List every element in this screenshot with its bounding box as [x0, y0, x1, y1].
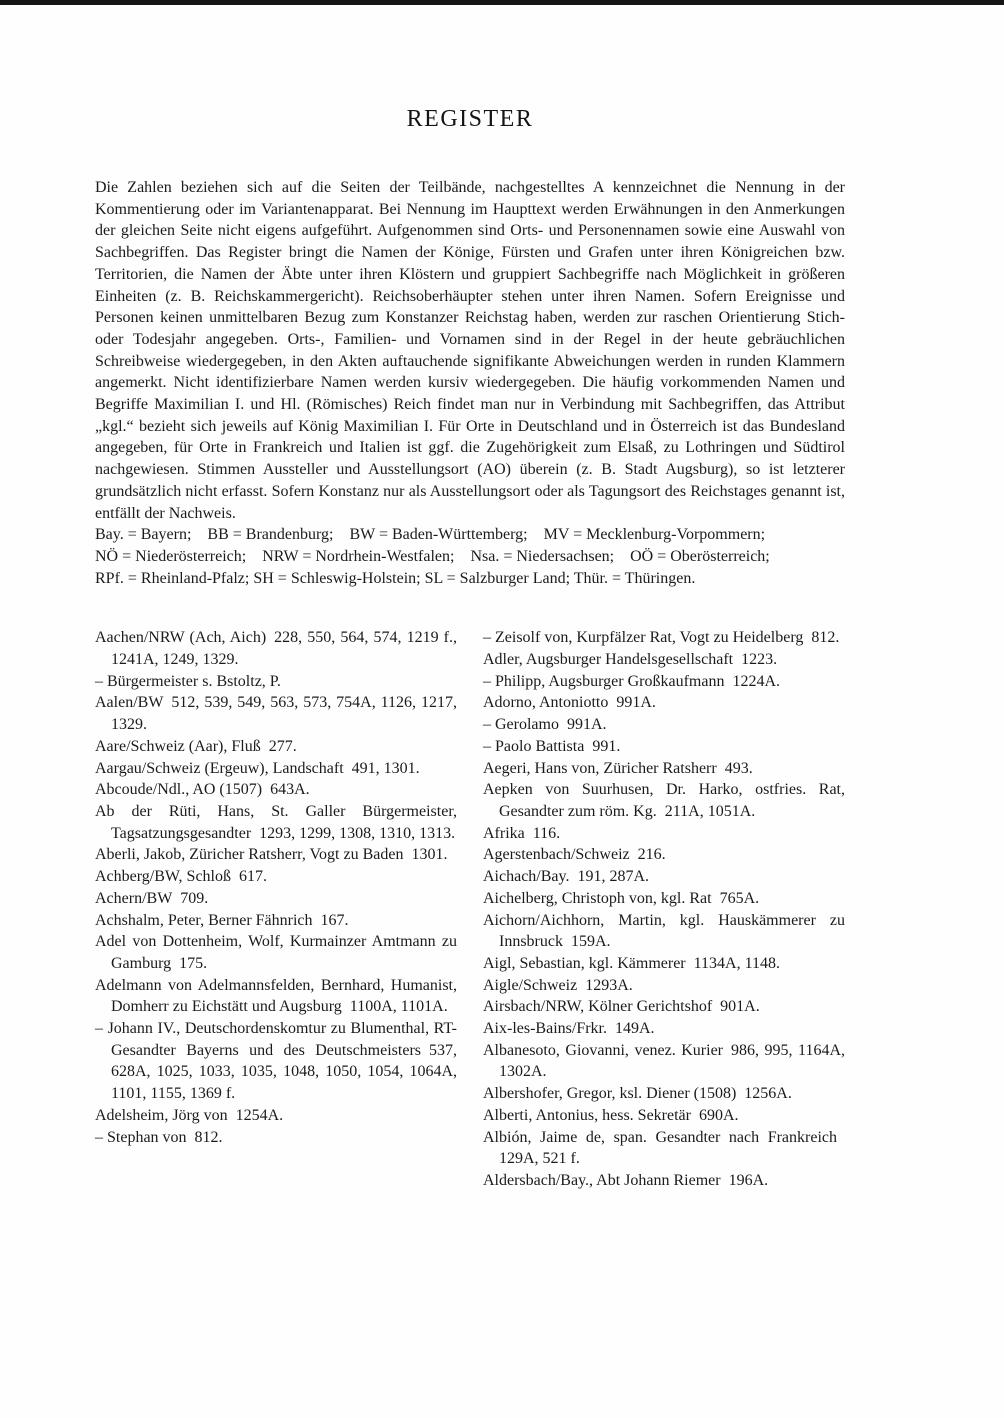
index-entry: Ab der Rüti, Hans, St. Galler Bürgermeister, Tagsatzungsgesandter 1293, 1299, 1308, 1310, 1313. — [95, 802, 457, 842]
index-entry: Albershofer, Gregor, ksl. Diener (1508) 1256A. — [483, 1085, 792, 1103]
index-entry: – Paolo Battista 991. — [483, 737, 621, 755]
index-entry: Aigle/Schweiz 1293A. — [483, 976, 633, 994]
index-entry: Albión, Jaime de, span. Gesandter nach Frankreich 129A, 521 f. — [483, 1128, 845, 1168]
index-entry: Aepken von Suurhusen, Dr. Harko, ostfries. Rat, Gesandter zum röm. Kg. 211A, 1051A. — [483, 781, 845, 820]
page-title: REGISTER — [406, 106, 534, 132]
index-entry: – Johann IV., Deutschordenskomtur zu Blumenthal, RT-Gesandter Bayerns und des Deutschmeisters 537, 628A, 1025, 1033, 1035, 1048, 1050, 1054, 1064A, 1101, 1155, 1369 f. — [95, 1020, 457, 1103]
index-entry: Aix-les-Bains/Frkr. 149A. — [483, 1020, 655, 1038]
index-entry: – Gerolamo 991A. — [483, 716, 607, 734]
index-entry: Aegeri, Hans von, Züricher Ratsherr 493. — [483, 759, 753, 777]
index-entry: Aigl, Sebastian, kgl. Kämmerer 1134A, 1148. — [483, 954, 780, 972]
index-entry: Agerstenbach/Schweiz 216. — [483, 846, 666, 864]
index-entry: Aare/Schweiz (Aar), Fluß 277. — [95, 737, 297, 755]
index-entry: Aichorn/Aichhorn, Martin, kgl. Hauskämmerer zu Innsbruck 159A. — [483, 911, 845, 951]
intro-paragraph: Die Zahlen beziehen sich auf die Seiten der Teilbände, nachgestelltes A kennzeichnet die Nennung in der Kommentierung oder im Variantenapparat. Bei Nennung im Haupttext werden Erwähnungen in den Anmerkungen der gleichen Seite nicht eigens aufgeführt. Aufgenommen sind Orts- und Personennamen sowie eine Auswahl von Sachbegriffen. Das Register bringt die Namen der Könige, Fürsten und Grafen unter ihren Königreichen bzw. Territorien, die Namen der Äbte unter ihren Klöstern und gruppiert Sachbegriffe nach Möglichkeit in größeren Einheiten (z. B. Reichskammergericht). Reichsoberhäupter stehen unter ihren Namen. Sofern Ereignisse und Personen keinen unmittelbaren Bezug zum Konstanzer Reichstag haben, werden zur raschen Orientierung Stich- oder Todesjahr angegeben. Orts-, Familien- und Vornamen sind in der Regel in der heute gebräuchlichen Schreibweise wiedergegeben, in den Akten auftauchende signifikante Abweichungen werden in runden Klammern angemerkt. Nicht identifizierbare Namen werden kursiv wiedergegeben. Die häufig vorkommenden Namen und Begriffe Maximilian I. und Hl. (Römisches) Reich findet man nur in Verbindung mit Sachbegriffen, das Attribut „kgl.“ bezieht sich jeweils auf König Maximilian I. Für Orte in Deutschland und in Österreich ist das Bundesland angegeben, für Orte in Frankreich und Italien ist ggf. die Zugehörigkeit zum Elsaß, zu Lothringen und Südtirol nachgewiesen. Stimmen Aussteller und Ausstellungsort (AO) überein (z. B. Stadt Augsburg), so ist letzterer grundsätzlich nicht erfasst. Sofern Konstanz nur als Ausstellungsort oder als Tagungsort des Reichstages genannt ist, entfällt der Nachweis. — [95, 179, 845, 522]
index-entry: Aachen/NRW (Ach, Aich) 228, 550, 564, 574, 1219 f., 1241A, 1249, 1329. — [95, 629, 457, 669]
index-entry: – Philipp, Augsburger Großkaufmann 1224A. — [483, 672, 781, 690]
index-entry: Aberli, Jakob, Züricher Ratsherr, Vogt zu Baden 1301. — [95, 846, 448, 864]
index-entry: Abcoude/Ndl., AO (1507) 643A. — [95, 781, 310, 799]
index-entry: – Bürgermeister s. Bstoltz, P. — [95, 672, 281, 690]
index-entry: Alberti, Antonius, hess. Sekretär 690A. — [483, 1106, 739, 1124]
index-entry: – Zeisolf von, Kurpfälzer Rat, Vogt zu Heidelberg 812. — [483, 629, 840, 647]
index-entry: Adelsheim, Jörg von 1254A. — [95, 1106, 284, 1124]
index-entry: Afrika 116. — [483, 824, 561, 842]
abbreviation-block — [95, 524, 845, 589]
abbreviation-line: Bay. = Bayern; BB = Brandenburg; BW = Baden-Württemberg; MV = Mecklenburg-Vorpommern; — [95, 526, 766, 544]
index-entry: Aalen/BW 512, 539, 549, 563, 573, 754A, 1126, 1217, 1329. — [95, 694, 457, 734]
index-entry: Aichach/Bay. 191, 287A. — [483, 868, 650, 886]
index-entry: Adler, Augsburger Handelsgesellschaft 1223. — [483, 651, 778, 669]
index-entry: Airsbach/NRW, Kölner Gerichtshof 901A. — [483, 998, 760, 1016]
index-column-right — [483, 627, 845, 1191]
index-entry: – Stephan von 812. — [95, 1128, 223, 1146]
index-entry: Achshalm, Peter, Berner Fähnrich 167. — [95, 911, 349, 929]
index-entry: Achberg/BW, Schloß 617. — [95, 868, 267, 886]
abbreviation-line: NÖ = Niederösterreich; NRW = Nordrhein-Westfalen; Nsa. = Niedersachsen; OÖ = Oberösterreich; — [95, 547, 770, 565]
index-entry: Albanesoto, Giovanni, venez. Kurier 986, 995, 1164A, 1302A. — [483, 1041, 845, 1081]
index-entry: Adorno, Antoniotto 991A. — [483, 694, 656, 712]
index-entry: Adel von Dottenheim, Wolf, Kurmainzer Amtmann zu Gamburg 175. — [95, 933, 457, 972]
index-entry: Aichelberg, Christoph von, kgl. Rat 765A. — [483, 889, 760, 907]
index-columns — [95, 627, 845, 1191]
index-entry: Aldersbach/Bay., Abt Johann Riemer 196A. — [483, 1171, 769, 1189]
index-entry: Aargau/Schweiz (Ergeuw), Landschaft 491, 1301. — [95, 759, 420, 777]
index-entry: Achern/BW 709. — [95, 889, 209, 907]
page-top-edge — [0, 0, 1004, 5]
abbreviation-line: RPf. = Rheinland-Pfalz; SH = Schleswig-Holstein; SL = Salzburger Land; Thür. = Thüringen. — [95, 569, 696, 587]
index-entry: Adelmann von Adelmannsfelden, Bernhard, Humanist, Domherr zu Eichstätt und Augsburg 1100A, 1101A. — [95, 976, 457, 1016]
index-column-left — [95, 627, 457, 1191]
